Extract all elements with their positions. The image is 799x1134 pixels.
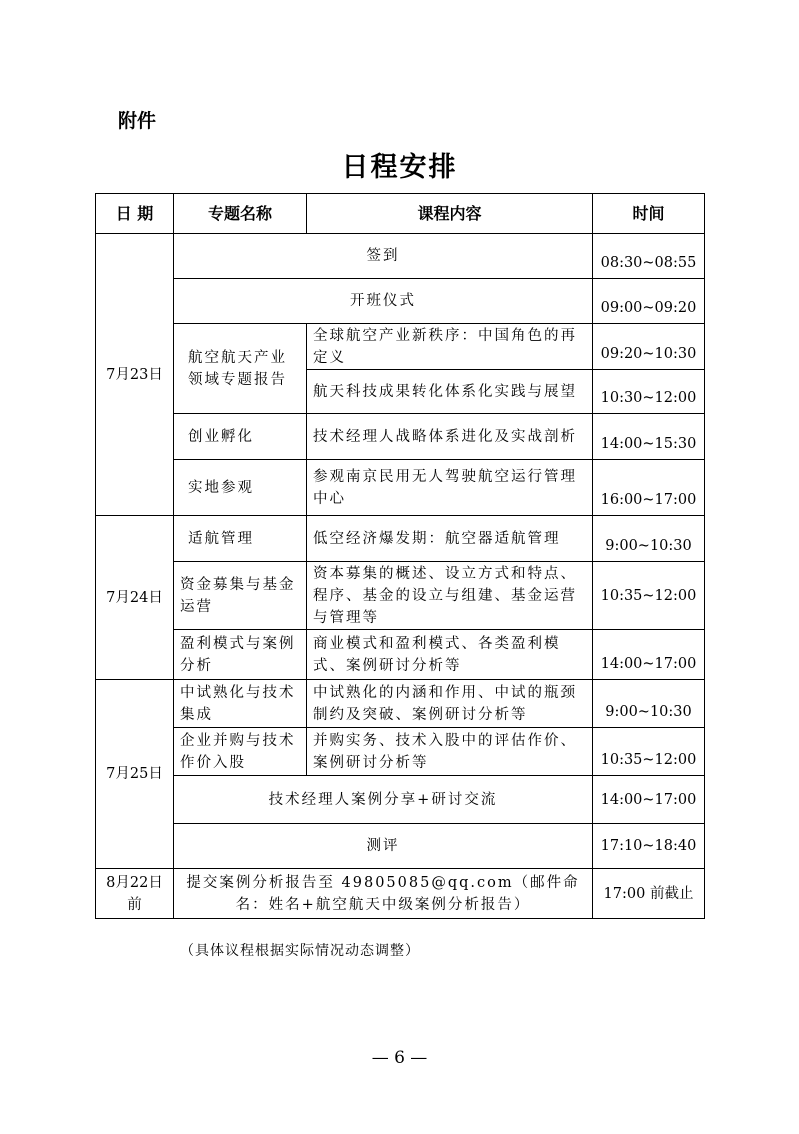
header-date: 日 期: [96, 194, 174, 234]
content-cell: 全球航空产业新秩序：中国角色的再定义: [307, 324, 593, 370]
header-topic: 专题名称: [174, 194, 307, 234]
session-cell: 测评: [174, 824, 593, 869]
table-row: [96, 824, 705, 869]
topic-cell: 资金募集与基金运营: [174, 562, 307, 630]
time-cell: 09:20~10:30: [593, 324, 705, 370]
table-header-row: [96, 194, 705, 234]
table-row: [96, 562, 705, 630]
content-cell: 低空经济爆发期：航空器适航管理: [307, 516, 593, 562]
table-row: [96, 776, 705, 824]
table-row: [96, 630, 705, 680]
table-row: [96, 460, 705, 516]
date-cell: 7月24日: [96, 516, 174, 680]
time-cell: 16:00~17:00: [593, 460, 705, 516]
time-cell: 14:00~17:00: [593, 630, 705, 680]
table-row: [96, 324, 705, 370]
content-cell: 参观南京民用无人驾驶航空运行管理中心: [307, 460, 593, 516]
table-row: [96, 516, 705, 562]
topic-cell: 企业并购与技术作价入股: [174, 728, 307, 776]
table-row: [96, 234, 705, 279]
topic-cell: 实地参观: [174, 460, 307, 516]
time-cell: 9:00~10:30: [593, 516, 705, 562]
session-cell: 开班仪式: [174, 279, 593, 324]
content-cell: 技术经理人战略体系进化及实战剖析: [307, 414, 593, 460]
time-cell: 17:00 前截止: [593, 869, 705, 919]
content-cell: 中试熟化的内涵和作用、中试的瓶颈制约及突破、案例研讨分析等: [307, 680, 593, 728]
topic-cell: 适航管理: [174, 516, 307, 562]
time-cell: 09:00~09:20: [593, 279, 705, 324]
table-row: [96, 728, 705, 776]
table-row: [96, 869, 705, 919]
session-cell: 提交案例分析报告至 49805085@qq.com（邮件命名：姓名+航空航天中级案例分析报告）: [174, 869, 593, 919]
page-title: 日程安排: [341, 152, 458, 183]
schedule-note: （具体议程根据实际情况动态调整）: [180, 943, 420, 959]
time-cell: 14:00~15:30: [593, 414, 705, 460]
content-cell: 并购实务、技术入股中的评估作价、案例研讨分析等: [307, 728, 593, 776]
session-cell: 签到: [174, 234, 593, 279]
time-cell: 08:30~08:55: [593, 234, 705, 279]
content-cell: 航天科技成果转化体系化实践与展望: [307, 370, 593, 414]
table-row: [96, 680, 705, 728]
attachment-label: 附件: [118, 110, 157, 132]
topic-cell: 盈利模式与案例分析: [174, 630, 307, 680]
table-row: [96, 414, 705, 460]
session-cell: 技术经理人案例分享+研讨交流: [174, 776, 593, 824]
page-number: — 6 —: [371, 1048, 428, 1068]
date-cell: 7月25日: [96, 680, 174, 869]
time-cell: 17:10~18:40: [593, 824, 705, 869]
topic-cell: 航空航天产业领域专题报告: [174, 324, 307, 414]
content-cell: 商业模式和盈利模式、各类盈利模式、案例研讨分析等: [307, 630, 593, 680]
date-cell: 8月22日前: [96, 869, 174, 919]
header-time: 时间: [593, 194, 705, 234]
time-cell: 10:35~12:00: [593, 728, 705, 776]
time-cell: 14:00~17:00: [593, 776, 705, 824]
header-content: 课程内容: [307, 194, 593, 234]
schedule-table: [95, 193, 705, 919]
table-row: [96, 279, 705, 324]
topic-cell: 创业孵化: [174, 414, 307, 460]
time-cell: 10:35~12:00: [593, 562, 705, 630]
time-cell: 10:30~12:00: [593, 370, 705, 414]
topic-cell: 中试熟化与技术集成: [174, 680, 307, 728]
time-cell: 9:00~10:30: [593, 680, 705, 728]
content-cell: 资本募集的概述、设立方式和特点、程序、基金的设立与组建、基金运营与管理等: [307, 562, 593, 630]
date-cell: 7月23日: [96, 234, 174, 516]
